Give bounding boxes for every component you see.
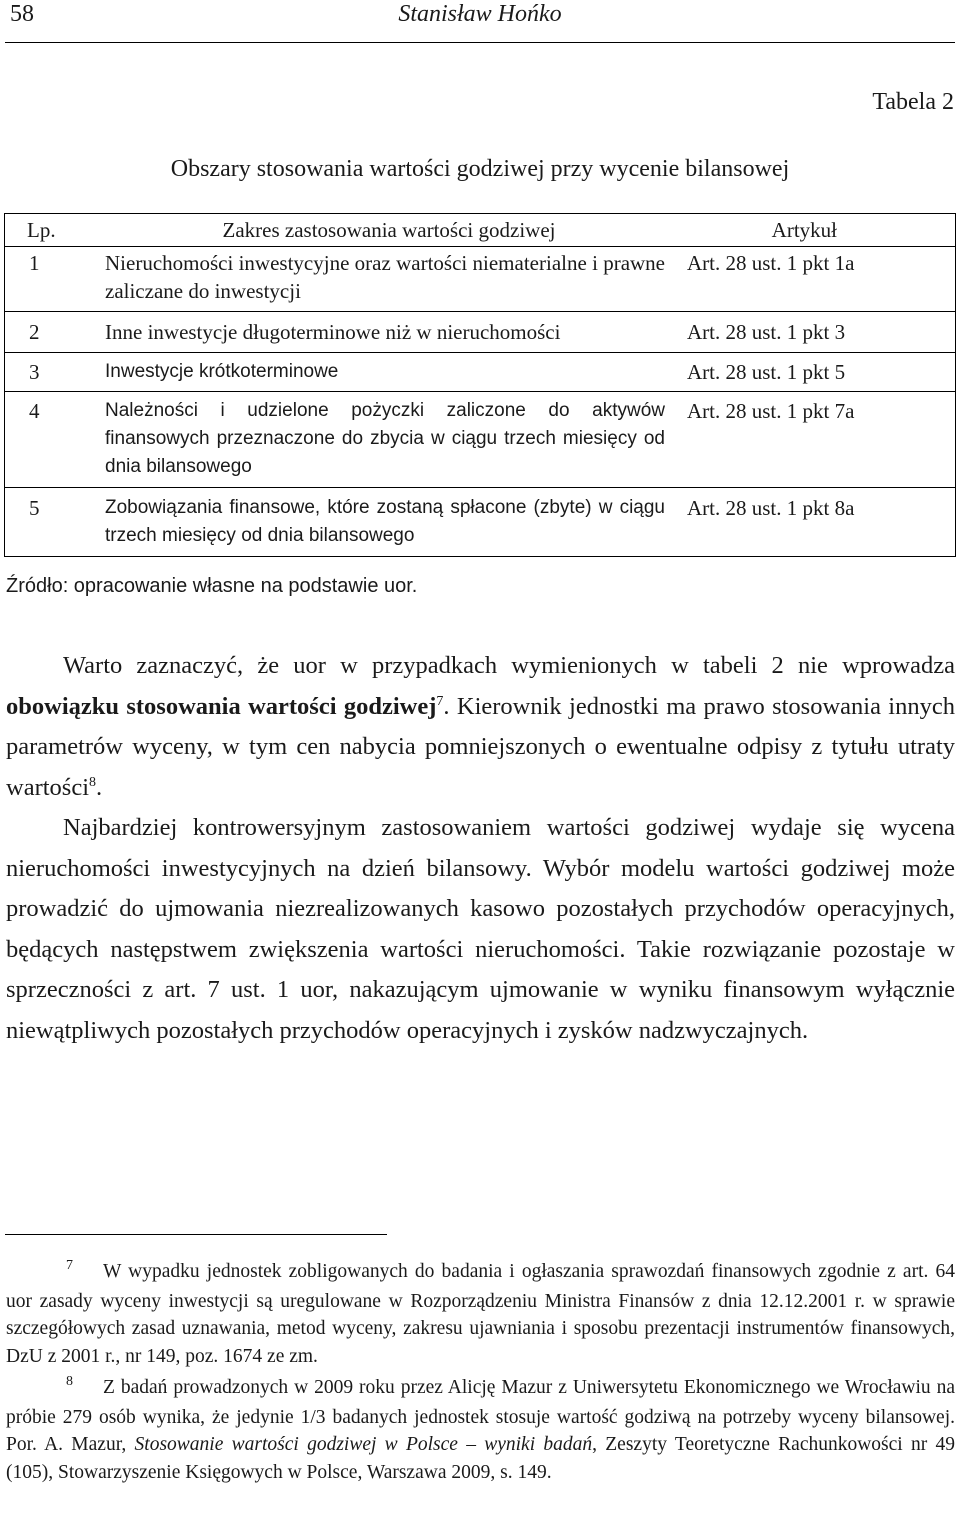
running-header-author: Stanisław Hońko <box>398 1 562 27</box>
table-row <box>5 392 956 488</box>
row-article: Art. 28 ust. 1 pkt 7a <box>673 392 956 488</box>
row-article: Art. 28 ust. 1 pkt 1a <box>673 247 956 312</box>
table-title: Obszary stosowania wartości godziwej przy wycenie bilansowej <box>170 156 790 182</box>
footnote-rule <box>5 1234 387 1235</box>
body-paragraph: Najbardziej kontrowersyjnym zastosowaniem wartości godziwej wydaje się wycena nieruchomości inwestycyjnych na dzień bilansowy. Wybór modelu wartości godziwej może prowadzić do ujmowania niezrealizowanych kasowo pozostałych przychodów operacyjnych, będących następstwem zwiększenia wartości nieruchomości. Takie rozwiązanie pozostaje w sprzeczności z art. 7 ust. 1 uor, nakazującym ujmowanie w wyniku finansowym wyłącznie niewątpliwych pozostałych przychodów operacyjnych i zysków nadzwyczajnych. <box>6 814 955 1044</box>
row-number: 2 <box>5 312 106 353</box>
data-table <box>4 213 956 557</box>
row-article: Art. 28 ust. 1 pkt 5 <box>673 353 956 392</box>
table-source-note: Źródło: opracowanie własne na podstawie uor. <box>6 575 418 597</box>
table-row <box>5 312 956 353</box>
footnote-8: $^8$ Z badań prowadzonych w 2009 roku przez Alicję Mazur z Uniwersytetu Ekonomicznego we Wrocławiu na próbie 279 osób wynika, że jedynie 1/3 badanych jednostek stosuje wartość godziwą na potrzeby wyceny bilansowej. Por. A. Mazur, Stosowanie wartości godziwej w Polsce – wyniki badań, Zeszyty Teoretyczne Rachunkowości nr 49 (105), Stowarzyszenie Księgowych w Polsce, Warszawa 2009, s. 149. <box>6 1374 955 1483</box>
header-rule <box>5 42 955 43</box>
column-header-lp: Lp. <box>5 214 106 247</box>
cited-title: Stosowanie wartości godziwej w Polsce – wyniki badań <box>134 1434 593 1455</box>
row-number: 3 <box>5 353 106 392</box>
table-row <box>5 488 956 557</box>
row-scope: Zobowiązania finansowe, które zostaną spłacone (zbyte) w ciągu trzech miesięcy od dnia bilansowego <box>105 488 673 557</box>
body-text <box>6 646 955 1051</box>
row-scope: Inwestycje krótkoterminowe <box>105 353 673 392</box>
table-row <box>5 353 956 392</box>
row-number: 4 <box>5 392 106 488</box>
table-header-row <box>5 214 956 247</box>
footnote-ref: 7 <box>436 693 444 709</box>
row-scope: Należności i udzielone pożyczki zaliczone do aktywów finansowych przeznaczone do zbycia w ciągu trzech miesięcy od dnia bilansowego <box>105 392 673 488</box>
table-row <box>5 247 956 312</box>
row-article: Art. 28 ust. 1 pkt 3 <box>673 312 956 353</box>
page-number: 58 <box>10 1 34 27</box>
footnote-ref: 8 <box>89 774 96 790</box>
footnotes <box>6 1258 955 1486</box>
column-header-article: Artykuł <box>673 214 956 247</box>
footnote-number: 8 <box>66 1374 73 1389</box>
row-number: 1 <box>5 247 106 312</box>
row-scope: Nieruchomości inwestycyjne oraz wartości niematerialne i prawne zaliczane do inwestycji <box>105 247 673 312</box>
row-article: Art. 28 ust. 1 pkt 8a <box>673 488 956 557</box>
column-header-scope: Zakres zastosowania wartości godziwej <box>105 214 673 247</box>
body-paragraph: Warto zaznaczyć, że uor w przypadkach wymienionych w tabeli 2 nie wprowadza obowiązku stosowania wartości godziwej$^7$. Kierownik jednostki ma prawo stosowania innych parametrów wyceny, w tym cen nabycia pomniejszonych o ewentualne odpisy z tytułu utraty wartości$^8$. <box>6 652 955 801</box>
footnote-number: 7 <box>66 1258 73 1273</box>
table-label: Tabela 2 <box>872 89 954 115</box>
footnote-7: $^7$ W wypadku jednostek zobligowanych do badania i ogłaszania sprawozdań finansowych zgodnie z art. 64 uor zasady wyceny inwestycji są uregulowane w Rozporządzeniu Ministra Finansów z dnia 12.12.2001 r. w sprawie szczegółowych zasad uznawania, metod wyceny, zakresu ujawniania i sposobu prezentacji instrumentów finansowych, DzU z 2001 r., nr 149, poz. 1674 ze zm. <box>6 1258 955 1367</box>
bold-phrase: obowiązku stosowania wartości godziwej <box>6 692 437 720</box>
row-scope: Inne inwestycje długoterminowe niż w nieruchomości <box>105 312 673 353</box>
row-number: 5 <box>5 488 106 557</box>
